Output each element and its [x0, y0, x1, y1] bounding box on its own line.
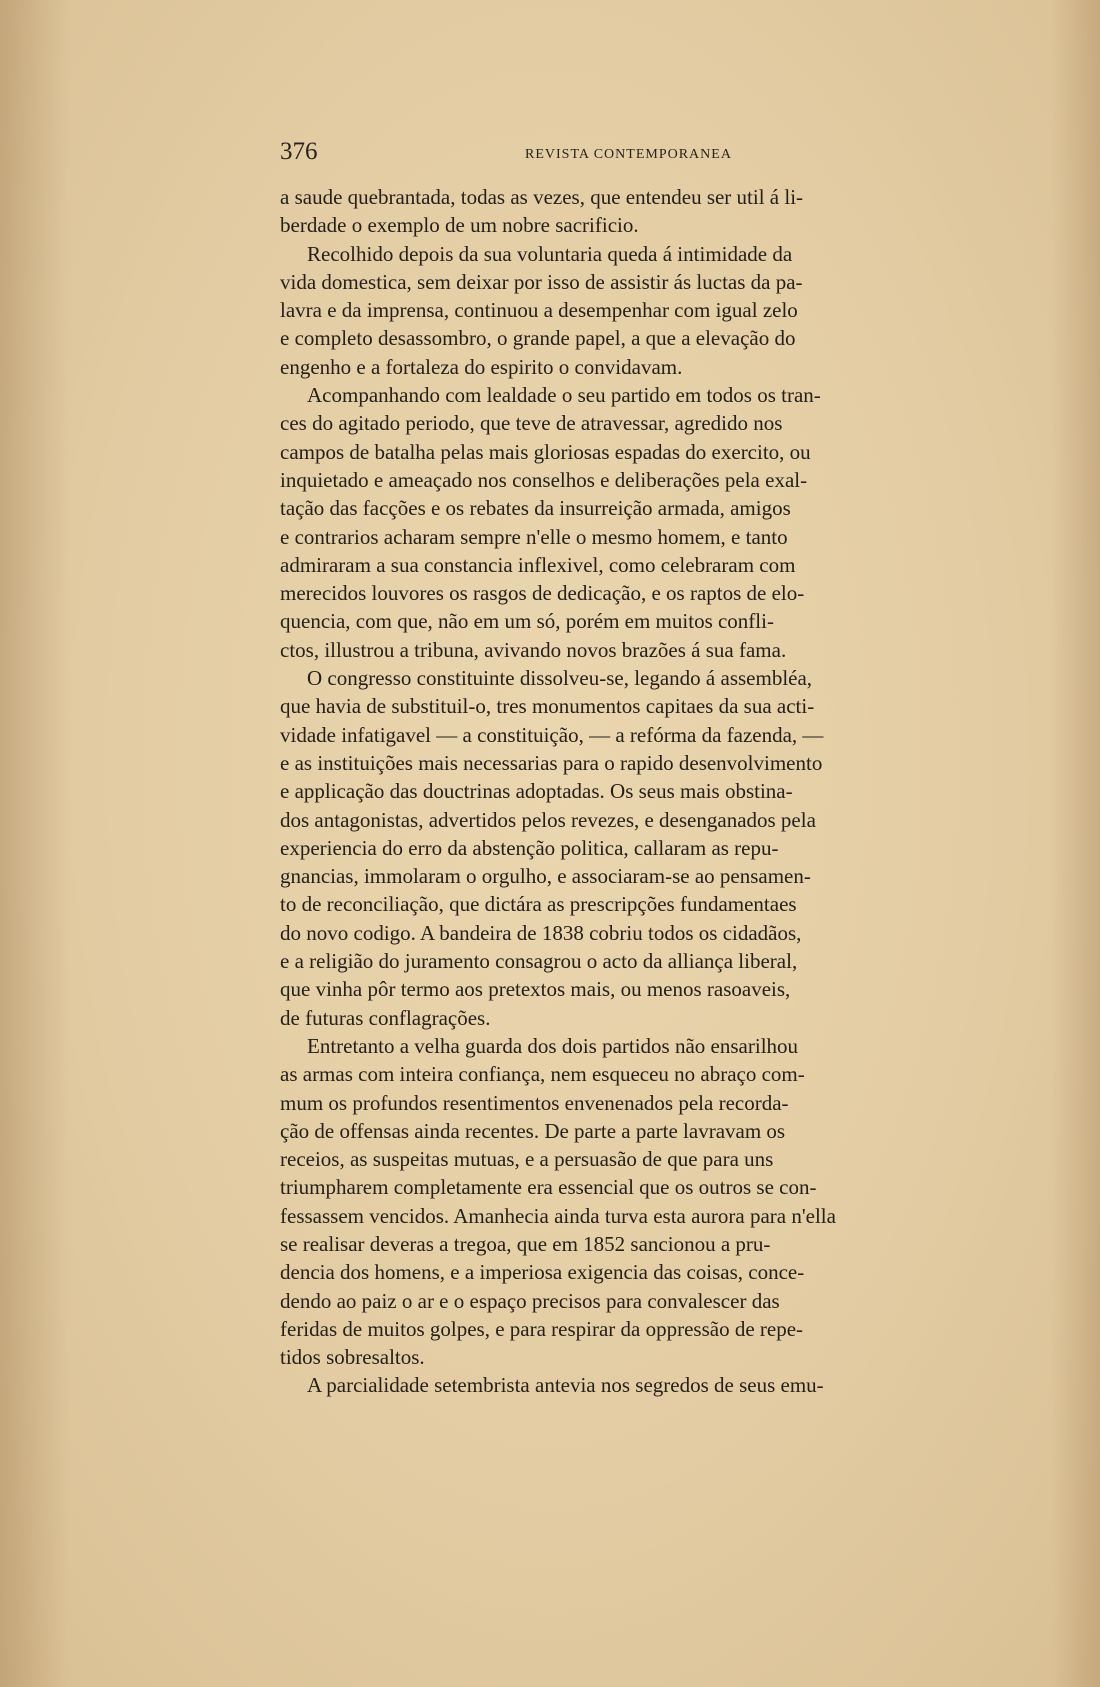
paragraph-6: A parcialidade setembrista antevia nos segredos de seus emu-	[307, 1373, 824, 1398]
page-number: 376	[280, 138, 318, 165]
paragraph-4: O congresso constituinte dissolveu-se, legando á assembléa, que havia de substituil-o, tres monumentos capitaes da sua acti- vidade infatigavel — a constituição, — a refórma da fazenda, — e as instituições mais necessarias para o rapido desenvolvimento e applicação das douctrinas adoptadas. Os seus mais obstina- dos antagonistas, advertidos pelos revezes, e desenganados pela experiencia do erro da abstenção politica, callaram as repu- gnancias, immolaram o orgulho, e associaram-se ao pensamen- to de reconciliação, que dictára as prescripções fundamentaes do novo codigo. A bandeira de 1838 cobriu todos os cidadãos, e a religião do juramento consagrou o acto da alliança liberal, que vinha pôr termo aos pretextos mais, ou menos rasoaveis, de futuras conflagrações.	[280, 666, 824, 1030]
page-edge-shadow-right	[1050, 0, 1100, 1687]
paragraph-5: Entretanto a velha guarda dos dois partidos não ensarilhou as armas com inteira confiança, nem esqueceu no abraço com- mum os profundos resentimentos envenenados pela recorda- ção de offensas ainda recentes. De parte a parte lavravam os receios, as suspeitas mutuas, e a persuasão de que para uns triumpharem completamente era essencial que os outros se con- fessassem vencidos. Amanhecia ainda turva esta aurora para n'ella se realisar deveras a tregoa, que em 1852 sancionou a pru- dencia dos homens, e a imperiosa exigencia das coisas, conce- dendo ao paiz o ar e o espaço precisos para convalescer das feridas de muitos golpes, e para respirar da oppressão de repe- tidos sobresaltos.	[280, 1033, 836, 1370]
paragraph-3: Acompanhando com lealdade o seu partido em todos os tran- ces do agitado periodo, que teve de atravessar, agredido nos campos de batalha pelas mais gloriosas espadas do exercito, ou inquietado e ameaçado nos conselhos e deliberações pela exal- tação das facções e os rebates da insurreição armada, amigos e contrarios acharam sempre n'elle o mesmo homem, e tanto admiraram a sua constancia inflexivel, como celebraram com merecidos louvores os rasgos de dedicação, e os raptos de elo- quencia, com que, não em um só, porém em muitos confli- ctos, illustrou a tribuna, avivando novos brazões á sua fama.	[280, 383, 821, 662]
paragraph-2: Recolhido depois da sua voluntaria queda á intimidade da vida domestica, sem deixar por isso de assistir ás luctas da pa- lavra e da imprensa, continuou a desempenhar com igual zelo e completo desassombro, o grande papel, a que a elevação do engenho e a fortaleza do espirito o convidavam.	[280, 241, 803, 379]
body-text	[280, 183, 970, 1400]
page-header	[280, 138, 970, 172]
paragraph-1: a saude quebrantada, todas as vezes, que entendeu ser util á li- berdade o exemplo de um nobre sacrificio.	[280, 185, 804, 238]
running-head: REVISTA CONTEMPORANEA	[525, 147, 732, 162]
page-edge-shadow-left	[0, 0, 70, 1687]
